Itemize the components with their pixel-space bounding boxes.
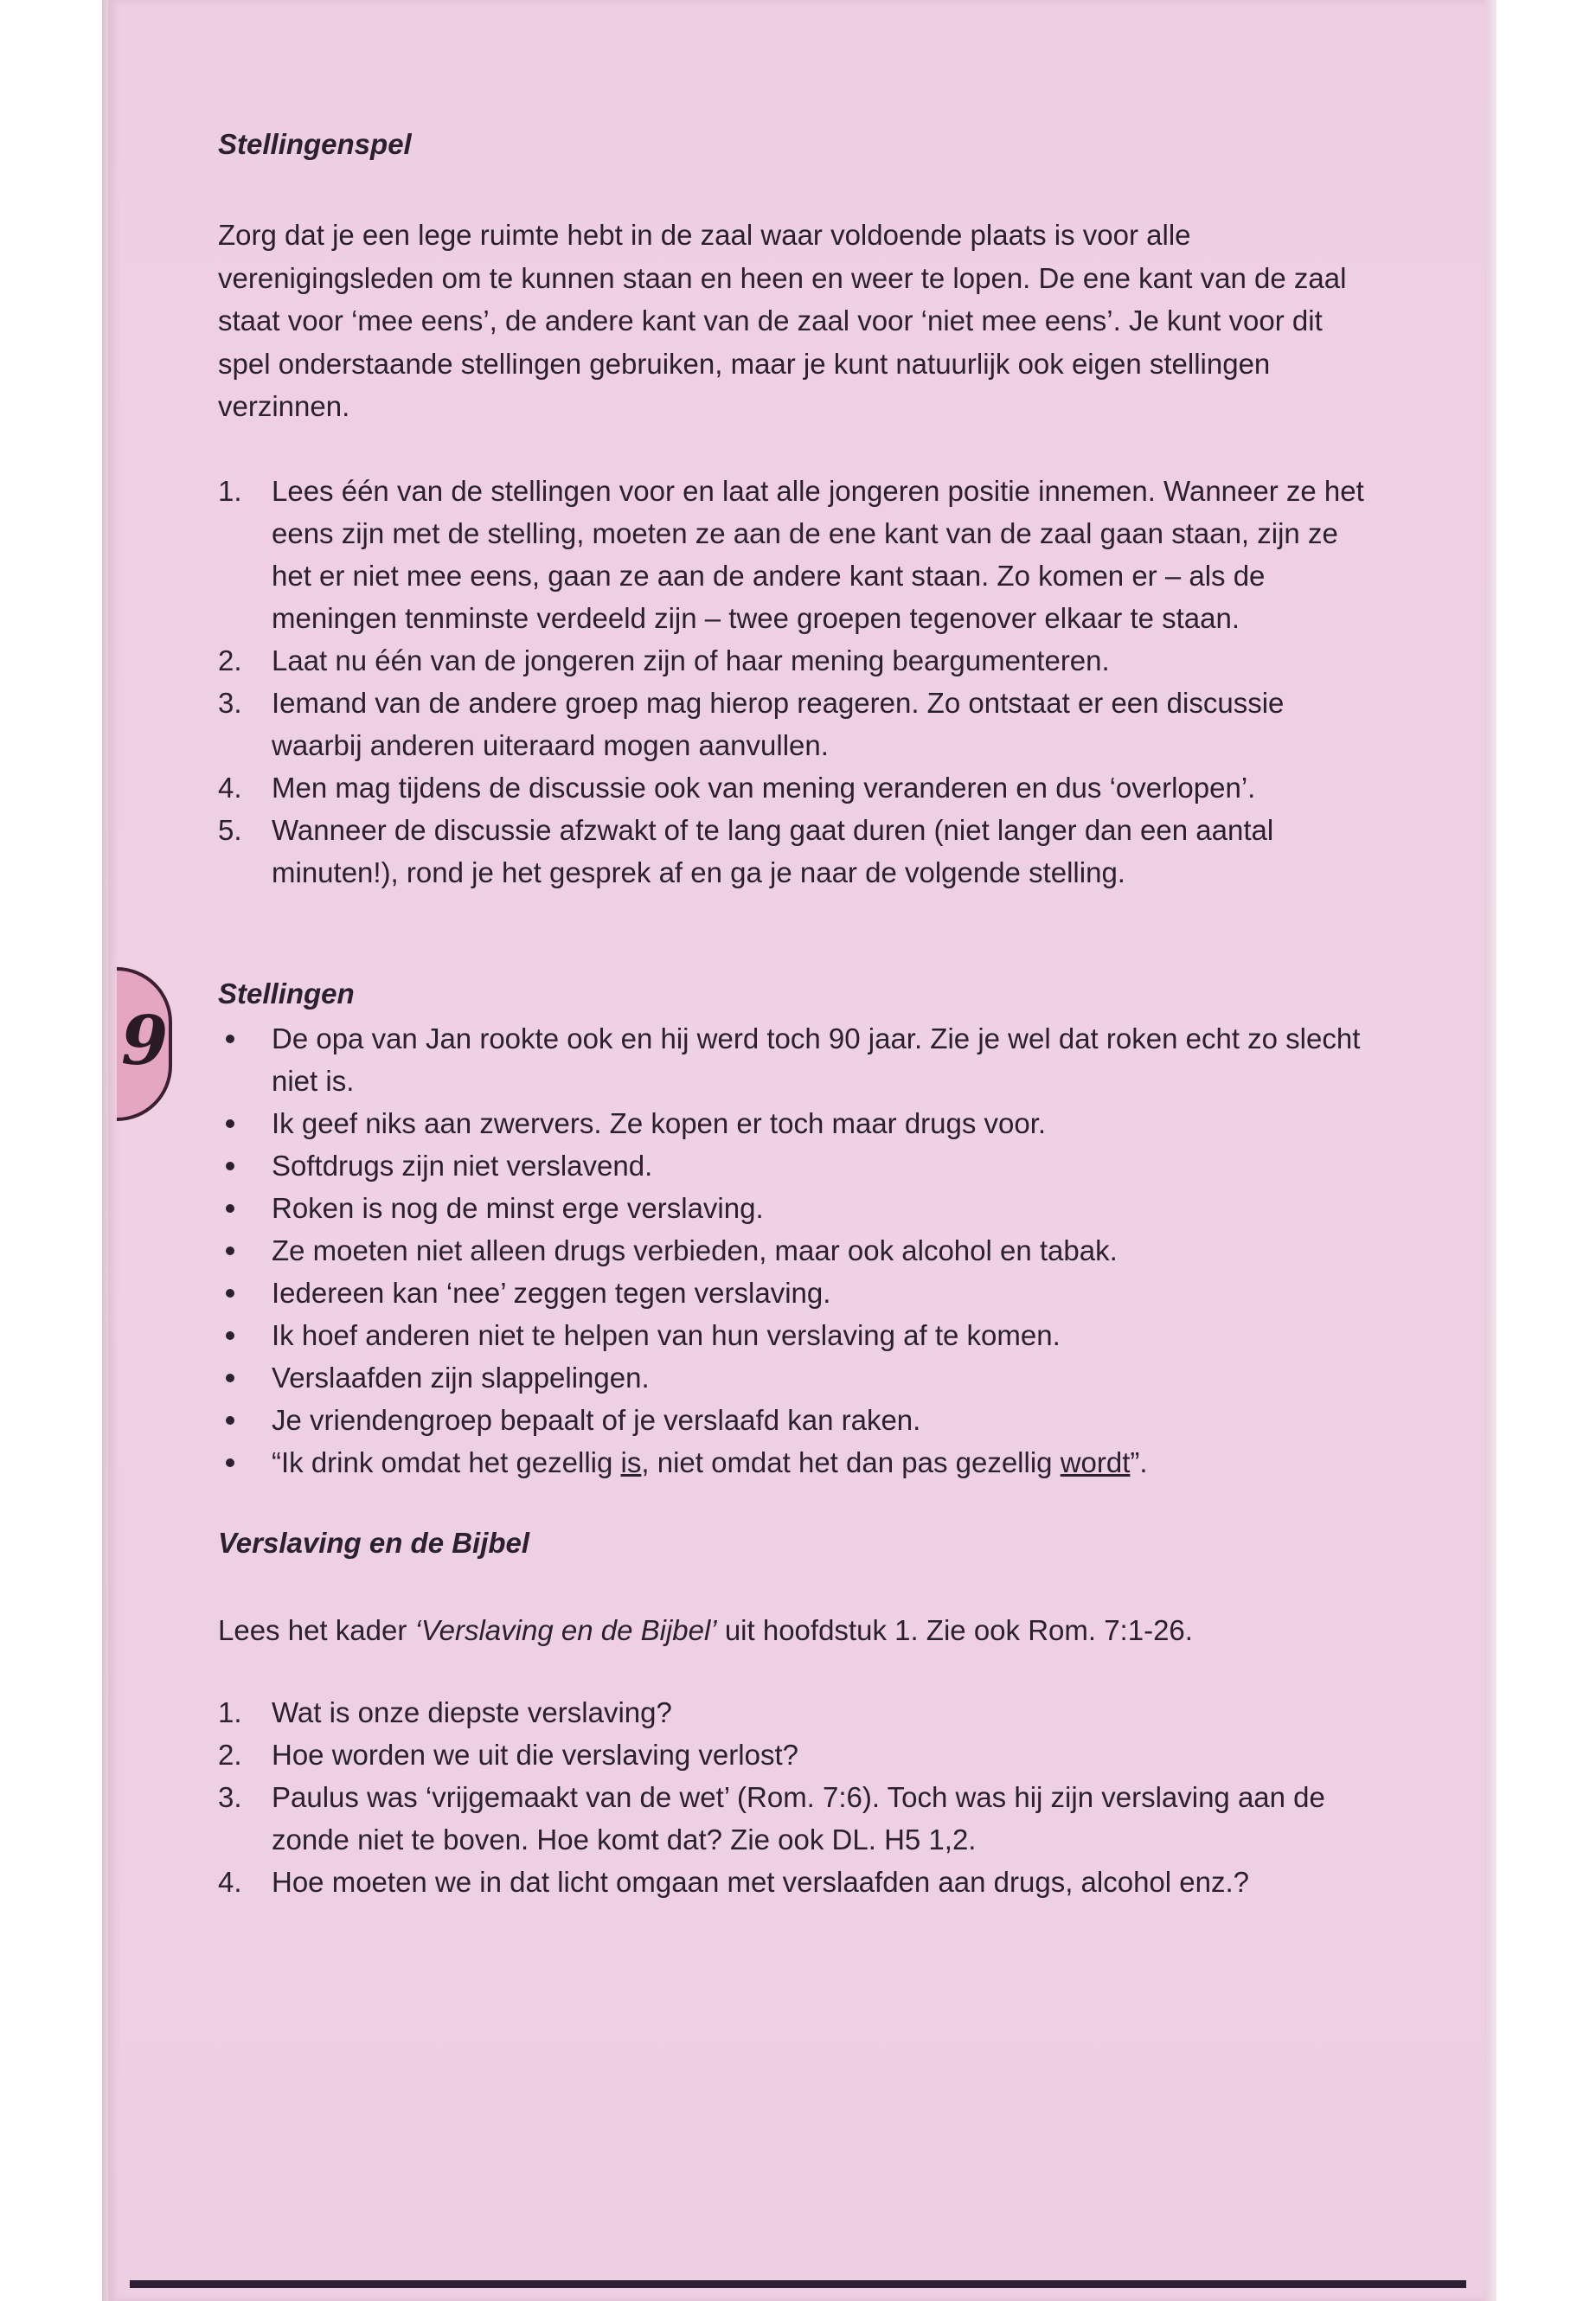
section-title-stellingen: Stellingen (218, 977, 355, 1009)
list-number: 3. (218, 687, 242, 719)
list-text: Laat nu één van de jongeren zijn of haar mening beargumenteren. (272, 644, 1110, 676)
quote-part: , niet omdat het dan pas gezellig (641, 1446, 1061, 1478)
bullet-icon (226, 1204, 234, 1213)
list-item (218, 1102, 1377, 1144)
list-item (218, 1272, 1377, 1314)
list-text: Je vriendengroep bepaalt of je verslaafd kan raken. (272, 1404, 921, 1436)
list-item (218, 1734, 1377, 1776)
bullet-icon (226, 1162, 234, 1170)
stellingenspel-intro: Zorg dat je een lege ruimte hebt in de zaal waar voldoende plaats is voor alle verenigingsleden om te kunnen staan en heen en weer te lopen. De ene kant van de zaal staat voor ‘mee eens’, de andere kant van de zaal voor ‘niet mee eens’. Je kunt voor dit spel onderstaande stellingen gebruiken, maar je kunt natuurlijk ook eigen stellingen verzinnen. (218, 219, 1347, 422)
bullet-icon (226, 1416, 234, 1425)
list-text: Men mag tijdens de discussie ook van mening veranderen en dus ‘overlopen’. (272, 772, 1256, 804)
list-number: 2. (218, 1739, 242, 1771)
intro-italic-title: ‘Verslaving en de Bijbel’ (414, 1614, 717, 1646)
list-number: 2. (218, 644, 242, 676)
list-text: Paulus was ‘vrijgemaakt van de wet’ (Rom. 7:6). Toch was hij zijn verslaving aan de zonde niet te boven. Hoe komt dat? Zie ook DL. H5 1,2. (272, 1781, 1325, 1856)
stellingen-list (218, 1017, 1377, 1484)
intro-part: Lees het kader (218, 1614, 415, 1646)
list-item (218, 1691, 1377, 1734)
quote-underlined-is: is (620, 1446, 642, 1478)
list-text: Wat is onze diepste verslaving? (272, 1696, 672, 1728)
list-item (218, 809, 1377, 894)
bullet-icon (226, 1247, 234, 1255)
bullet-icon (226, 1289, 234, 1298)
list-item (218, 1144, 1377, 1187)
list-text: Softdrugs zijn niet verslavend. (272, 1150, 653, 1182)
intro-part: uit hoofdstuk 1. Zie ook Rom. 7:1-26. (716, 1614, 1193, 1646)
list-text: Iemand van de andere groep mag hierop reageren. Zo ontstaat er een discussie waarbij anderen uiteraard mogen aanvullen. (272, 687, 1285, 761)
section-title-verslaving-bijbel: Verslaving en de Bijbel (218, 1527, 530, 1559)
list-text: Lees één van de stellingen voor en laat alle jongeren positie innemen. Wanneer ze het eens zijn met de stelling, moeten ze aan de ene kant van de zaal gaan staan, zijn ze het er niet mee eens, gaan ze aan de andere kant staan. Zo komen er – als de meningen tenminste verdeeld zijn – twee groepen tegenover elkaar te staan. (272, 475, 1364, 634)
list-number: 4. (218, 1866, 242, 1898)
bullet-icon (226, 1119, 234, 1128)
list-text: Ik geef niks aan zwervers. Ze kopen er toch maar drugs voor. (272, 1107, 1047, 1139)
list-item (218, 1441, 1377, 1484)
bullet-icon (226, 1331, 234, 1340)
bullet-icon (226, 1458, 234, 1467)
verslaving-bijbel-intro (218, 1609, 1368, 1652)
list-item (218, 639, 1377, 682)
quote-underlined-wordt: wordt (1060, 1446, 1131, 1478)
list-item (218, 1356, 1377, 1399)
list-text: Iedereen kan ‘nee’ zeggen tegen verslaving. (272, 1277, 831, 1309)
list-text: Ik hoef anderen niet te helpen van hun verslaving af te komen. (272, 1319, 1061, 1351)
list-number: 1. (218, 1696, 242, 1728)
list-number: 4. (218, 772, 242, 804)
list-item (218, 1017, 1377, 1102)
list-item (218, 1861, 1377, 1903)
list-item (218, 1776, 1377, 1861)
list-item (218, 1399, 1377, 1441)
list-number: 1. (218, 475, 242, 507)
list-number: 5. (218, 814, 242, 846)
quote-part: “Ik drink omdat het gezellig (272, 1446, 621, 1478)
list-text: De opa van Jan rookte ook en hij werd toch 90 jaar. Zie je wel dat roken echt zo slecht niet is. (272, 1022, 1361, 1097)
section-title-stellingenspel: Stellingenspel (218, 128, 412, 160)
list-item (218, 766, 1377, 809)
page-bottom-edge (130, 2280, 1466, 2288)
list-text: Verslaafden zijn slappelingen. (272, 1362, 650, 1394)
list-item (218, 1314, 1377, 1356)
bullet-icon (226, 1035, 234, 1043)
list-text: Ze moeten niet alleen drugs verbieden, maar ook alcohol en tabak. (272, 1234, 1118, 1266)
list-item (218, 1229, 1377, 1272)
list-item (218, 1187, 1377, 1229)
list-number: 3. (218, 1781, 242, 1813)
list-text: Hoe moeten we in dat licht omgaan met verslaafden aan drugs, alcohol enz.? (272, 1866, 1250, 1898)
stellingenspel-steps (218, 470, 1377, 894)
bullet-icon (226, 1374, 234, 1382)
verslaving-bijbel-questions (218, 1691, 1377, 1903)
list-text: Wanneer de discussie afzwakt of te lang gaat duren (niet langer dan een aantal minuten!), rond je het gesprek af en ga je naar de volgende stelling. (272, 814, 1274, 888)
list-item (218, 682, 1377, 766)
chapter-tab-number: 9 (121, 1002, 169, 1080)
quote-part: ”. (1130, 1446, 1148, 1478)
list-text: Roken is nog de minst erge verslaving. (272, 1192, 764, 1224)
list-text: Hoe worden we uit die verslaving verlost? (272, 1739, 798, 1771)
list-item (218, 470, 1377, 639)
